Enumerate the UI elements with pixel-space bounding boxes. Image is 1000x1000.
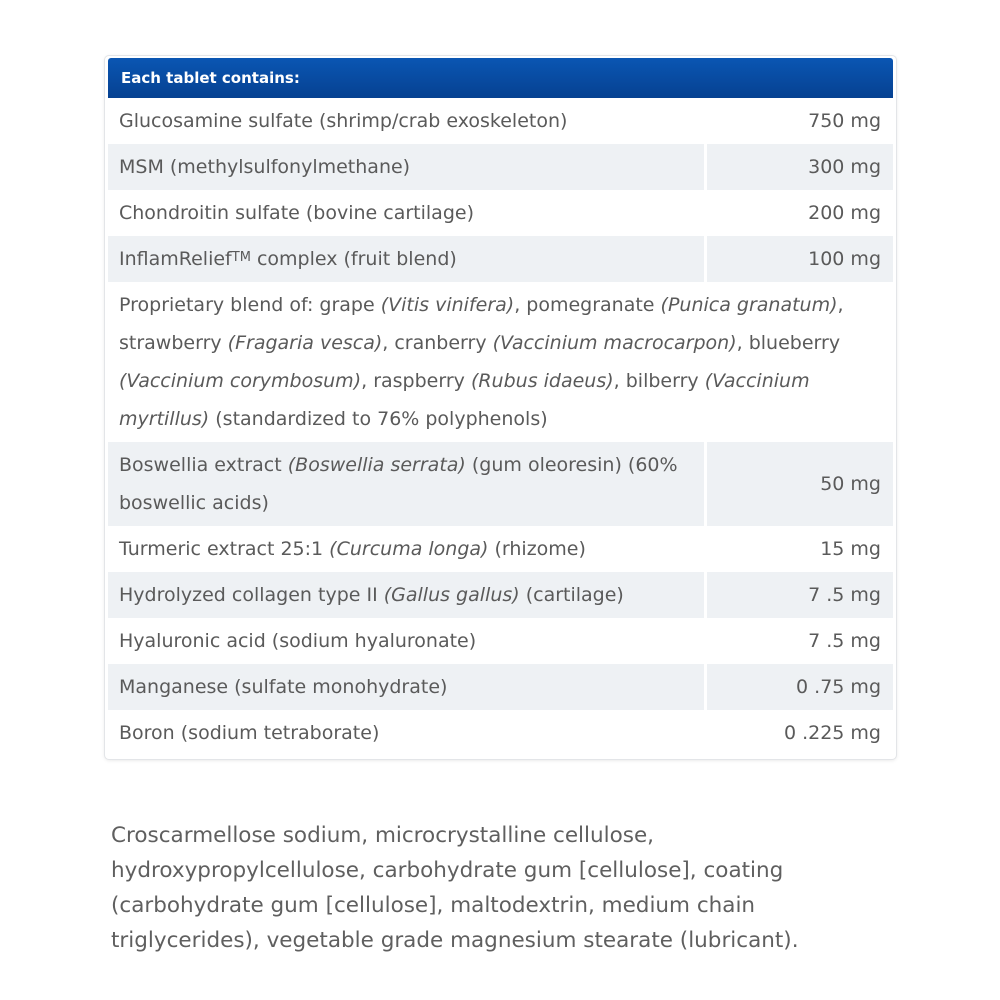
ingredient-amount: 200 mg [808, 202, 881, 224]
blend-latin-name: (Vitis vinifera) [380, 294, 515, 316]
blend-text: (standardized to 76% polyphenols) [209, 408, 548, 430]
ingredient-amount: 7 .5 mg [808, 630, 881, 652]
proprietary-blend-description [108, 282, 893, 442]
blend-text: , cranberry [382, 332, 493, 354]
ingredient-name-suffix: complex (fruit blend) [250, 248, 457, 270]
table-row [108, 98, 893, 144]
other-ingredients: Croscarmellose sodium, microcrystalline cellulose, hydroxypropylcellulose, carbohydrate gum [cellulose], coating (carbohydrate gum [cellulose], maltodextrin, medium chain triglycerides), vegetable grade magnesium stearate (lubricant). [111, 823, 799, 953]
ingredient-name: Manganese (sulfate monohydrate) [108, 664, 704, 710]
table-row [108, 664, 893, 710]
ingredient-name: InflamRelief ™ complex (fruit blend) [108, 236, 704, 282]
ingredient-name-text: Turmeric extract 25:1 [119, 538, 330, 560]
ingredient-name: MSM (methylsulfonylmethane) [108, 144, 704, 190]
blend-text: , blueberry [736, 332, 841, 354]
blend-latin-name: (Punica granatum) [660, 294, 838, 316]
ingredient-name: Chondroitin sulfate (bovine cartilage) [119, 202, 474, 224]
ingredient-amount: 750 mg [808, 110, 881, 132]
blend-text: Proprietary blend of: grape [119, 294, 381, 316]
table-row [108, 144, 893, 190]
ingredient-name-text: (gum oleoresin) (60% boswellic acids) [119, 454, 678, 514]
ingredient-name: Glucosamine sulfate (shrimp/crab exoskeleton) [119, 110, 568, 132]
blend-text: , raspberry [361, 370, 471, 392]
blend-latin-name: (Vaccinium macrocarpon) [492, 332, 737, 354]
ingredient-amount: 0 .225 mg [783, 722, 881, 744]
table-header: Each tablet contains: [108, 58, 893, 98]
blend-latin-name: (Vaccinium corymbosum) [119, 370, 362, 392]
ingredient-amount: 50 mg [707, 442, 893, 526]
table-row [108, 526, 893, 572]
ingredient-amount: 7 .5 mg [707, 572, 893, 618]
ingredient-amount: 15 mg [820, 538, 881, 560]
ingredient-name-text: Boswellia extract [119, 454, 288, 476]
table-row [108, 190, 893, 236]
blend-text: , strawberry [119, 294, 844, 354]
blend-text: , bilberry [613, 370, 705, 392]
ingredient-amount: 300 mg [707, 144, 893, 190]
table-row [108, 442, 893, 526]
table-row [108, 710, 893, 756]
table-row [108, 572, 893, 618]
table-row [108, 236, 893, 282]
table-row [108, 618, 893, 664]
ingredient-latin-name: (Gallus gallus) [383, 584, 520, 606]
ingredient-latin-name: (Boswellia serrata) [287, 454, 466, 476]
ingredient-latin-name: (Curcuma longa) [329, 538, 489, 560]
ingredient-amount: 0 .75 mg [707, 664, 893, 710]
ingredient-name: Boron (sodium tetraborate) [119, 722, 380, 744]
ingredient-amount: 100 mg [707, 236, 893, 282]
ingredient-name-text: Hydrolyzed collagen type II [119, 584, 384, 606]
blend-latin-name: (Rubus idaeus) [470, 370, 614, 392]
ingredient-name-text: InflamRelief [119, 248, 232, 270]
blend-text: , pomegranate [514, 294, 661, 316]
blend-latin-name: (Vaccinium myrtillus) [119, 370, 810, 430]
supplement-facts-table [105, 56, 896, 759]
ingredient-name: Hyaluronic acid (sodium hyaluronate) [119, 630, 477, 652]
ingredient-name [108, 572, 704, 618]
ingredient-name-text: (cartilage) [519, 584, 624, 606]
ingredient-name-text: (rhizome) [488, 538, 586, 560]
blend-latin-name: (Fragaria vesca) [227, 332, 383, 354]
ingredient-name [108, 442, 704, 526]
ingredient-name [108, 526, 707, 572]
